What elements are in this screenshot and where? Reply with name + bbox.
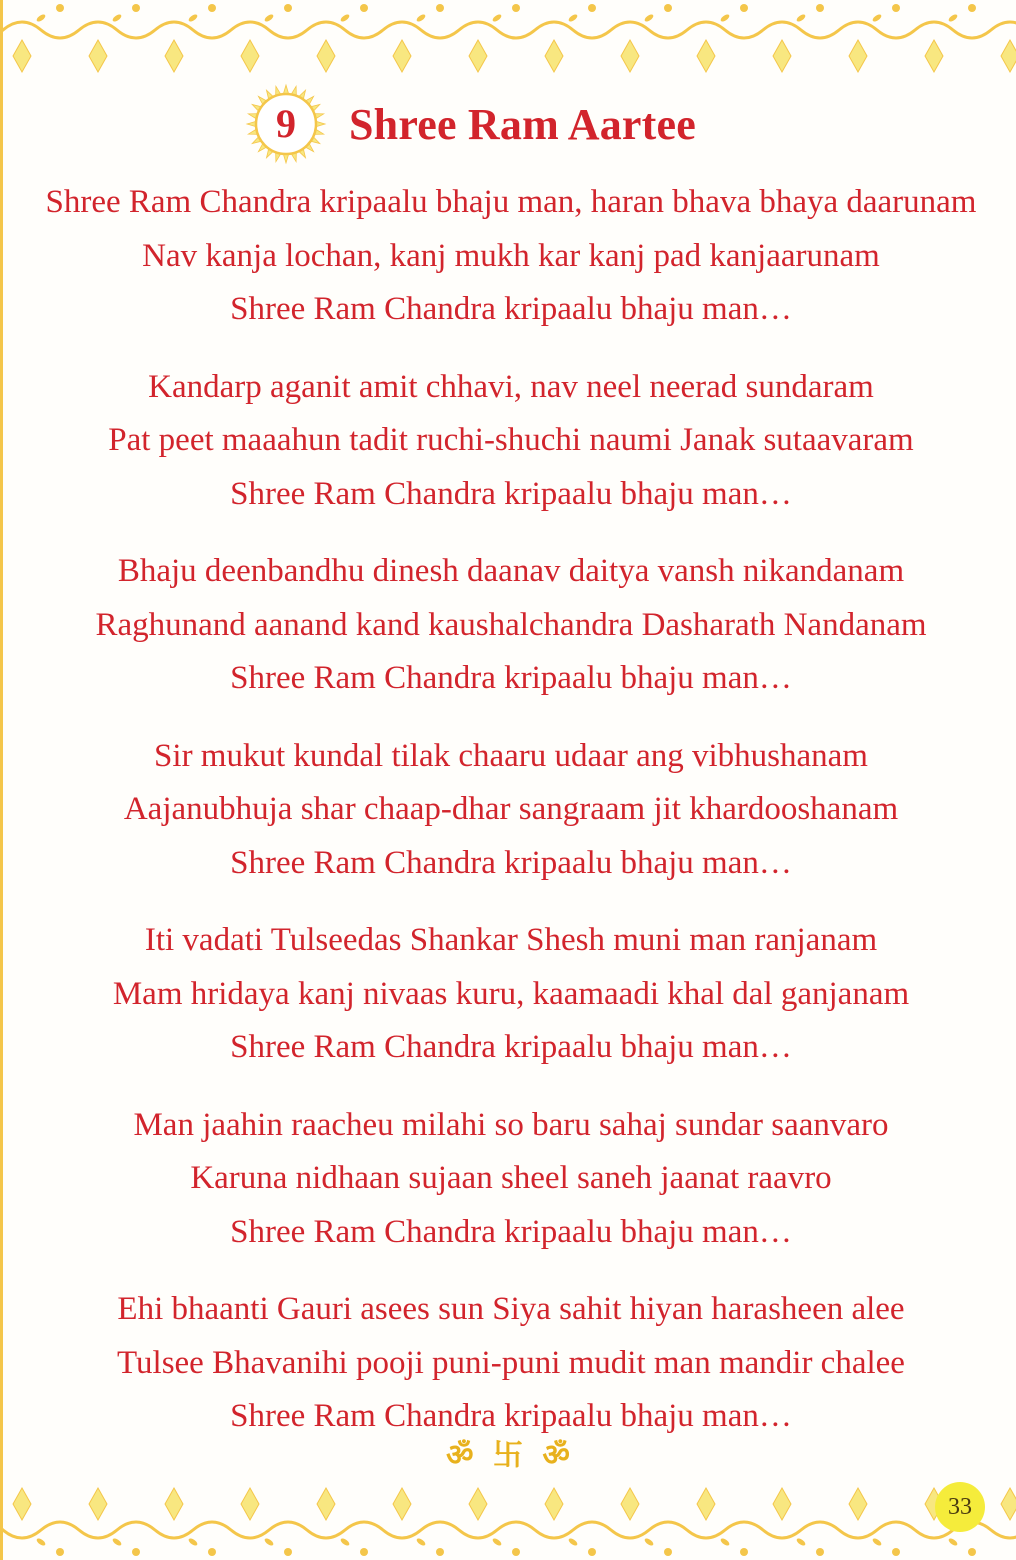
diamond-ornament (317, 40, 335, 72)
diamond-ornament (545, 40, 563, 72)
diamond-ornament (773, 1488, 791, 1520)
border-leaf (415, 13, 426, 23)
border-dot (968, 4, 976, 12)
border-leaf (795, 1537, 806, 1547)
border-leaf (339, 13, 350, 23)
border-leaf (187, 1537, 198, 1547)
diamond-ornament (773, 40, 791, 72)
stanza (23, 176, 999, 337)
refrain-line: Shree Ram Chandra kripaalu bhaju man… (230, 291, 792, 327)
border-dot (512, 1548, 520, 1556)
border-dot (664, 4, 672, 12)
border-leaf (947, 1537, 958, 1547)
border-dot (816, 4, 824, 12)
verse-line: Raghunand aanand kand kaushalchandra Dasharath Nandanam (95, 606, 927, 643)
om-swastika-om-icon: ॐ 卐 ॐ (446, 1439, 576, 1472)
diamond-ornament (13, 40, 31, 72)
border-dot (284, 1548, 292, 1556)
refrain-line: Shree Ram Chandra kripaalu bhaju man… (230, 660, 792, 696)
border-dot (132, 4, 140, 12)
border-leaf (111, 1537, 122, 1547)
border-dot (740, 4, 748, 12)
refrain-line: Shree Ram Chandra kripaalu bhaju man… (230, 1213, 792, 1250)
stanza (23, 914, 999, 1075)
border-dot (588, 1548, 596, 1556)
border-leaf (491, 13, 502, 23)
stanza (23, 1283, 999, 1444)
page-title: Shree Ram Aartee (349, 99, 696, 149)
diamond-ornament (469, 1488, 487, 1520)
verse-line: Man jaahin raacheu milahi so baru sahaj sundar saanvaro (133, 1106, 889, 1143)
border-dot (816, 1548, 824, 1556)
border-leaf (567, 1537, 578, 1547)
refrain-line: Shree Ram Chandra kripaalu bhaju man… (230, 475, 792, 512)
stanza (23, 545, 999, 706)
border-leaf (415, 1537, 426, 1547)
border-dot (284, 4, 292, 12)
diamond-ornament (925, 40, 943, 72)
verse-line: Sir mukut kundal tilak chaaru udaar ang vibhushanam (154, 737, 868, 774)
diamond-ornament (165, 1488, 183, 1520)
border-dot (892, 1548, 900, 1556)
border-dot (436, 4, 444, 12)
diamond-ornament (1001, 1488, 1016, 1520)
verse-line: Iti vadati Tulseedas Shankar Shesh muni man ranjanam (144, 922, 878, 958)
verse-line: Tulsee Bhavanihi pooji puni-puni mudit man mandir chalee (117, 1344, 905, 1381)
border-leaf (263, 1537, 274, 1547)
diamond-ornament (89, 40, 107, 72)
bottom-decorative-border (3, 1486, 1016, 1560)
top-decorative-border (3, 0, 1016, 74)
diamond-ornament (469, 40, 487, 72)
diamond-ornament (621, 40, 639, 72)
verse-line: Kandarp aganit amit chhavi, nav neel neerad sundaram (148, 368, 874, 405)
diamond-ornament (849, 40, 867, 72)
border-dot (740, 1548, 748, 1556)
border-leaf (187, 13, 198, 23)
page-number: 33 (948, 1494, 972, 1520)
border-dot (512, 4, 520, 12)
border-dot (436, 1548, 444, 1556)
diamond-ornament (317, 1488, 335, 1520)
verse-line: Bhaju deenbandhu dinesh daanav daitya vansh nikandanam (117, 553, 905, 589)
border-leaf (35, 13, 46, 23)
border-leaf (719, 1537, 730, 1547)
border-leaf (643, 1537, 654, 1547)
border-leaf (263, 13, 274, 23)
border-dot (892, 4, 900, 12)
stanza (23, 361, 999, 522)
chapter-badge (245, 83, 327, 165)
page-heading (245, 84, 696, 164)
diamond-ornament (393, 40, 411, 72)
border-leaf (491, 1537, 502, 1547)
diamond-vine-border-icon (3, 0, 1016, 74)
border-dot (588, 4, 596, 12)
border-dot (360, 4, 368, 12)
page-number-badge (935, 1482, 985, 1532)
border-leaf (947, 13, 958, 23)
diamond-ornament (241, 40, 259, 72)
verse-line: Shree Ram Chandra kripaalu bhaju man, haran bhava bhaya daarunam (45, 184, 977, 220)
border-leaf (871, 1537, 882, 1547)
diamond-ornament (241, 1488, 259, 1520)
border-dot (360, 1548, 368, 1556)
border-dot (968, 1548, 976, 1556)
border-leaf (719, 13, 730, 23)
border-dot (208, 1548, 216, 1556)
diamond-ornament (89, 1488, 107, 1520)
chapter-number: 9 (276, 101, 296, 146)
border-leaf (35, 1537, 46, 1547)
stanza (23, 730, 999, 891)
border-dot (56, 1548, 64, 1556)
diamond-ornament (393, 1488, 411, 1520)
verse-line: Karuna nidhaan sujaan sheel saneh jaanat raavro (190, 1160, 832, 1196)
aarti-verses (23, 176, 999, 1468)
verse-line: Mam hridaya kanj nivaas kuru, kaamaadi khal dal ganjanam (112, 975, 910, 1012)
verse-line: Pat peet maaahun tadit ruchi-shuchi naumi Janak sutaavaram (108, 422, 914, 458)
border-leaf (111, 13, 122, 23)
refrain-line: Shree Ram Chandra kripaalu bhaju man… (230, 1398, 792, 1434)
border-leaf (871, 13, 882, 23)
verse-line: Aajanubhuja shar chaap-dhar sangraam jit khardooshanam (123, 791, 899, 827)
diamond-ornament (1001, 40, 1016, 72)
diamond-ornament (849, 1488, 867, 1520)
border-dot (664, 1548, 672, 1556)
diamond-ornament (13, 1488, 31, 1520)
refrain-line: Shree Ram Chandra kripaalu bhaju man… (230, 1029, 792, 1065)
verse-line: Ehi bhaanti Gauri asees sun Siya sahit hiyan harasheen alee (117, 1291, 905, 1327)
border-dot (208, 4, 216, 12)
diamond-ornament (621, 1488, 639, 1520)
refrain-line: Shree Ram Chandra kripaalu bhaju man… (230, 844, 792, 881)
border-dot (132, 1548, 140, 1556)
border-leaf (795, 13, 806, 23)
border-dot (56, 4, 64, 12)
verse-line: Nav kanja lochan, kanj mukh kar kanj pad kanjaarunam (142, 237, 880, 274)
border-leaf (643, 13, 654, 23)
diamond-ornament (697, 1488, 715, 1520)
stanza (23, 1099, 999, 1260)
diamond-vine-border-icon (3, 1486, 1016, 1560)
border-leaf (339, 1537, 350, 1547)
diamond-ornament (165, 40, 183, 72)
border-leaf (567, 13, 578, 23)
diamond-ornament (697, 40, 715, 72)
diamond-ornament (545, 1488, 563, 1520)
